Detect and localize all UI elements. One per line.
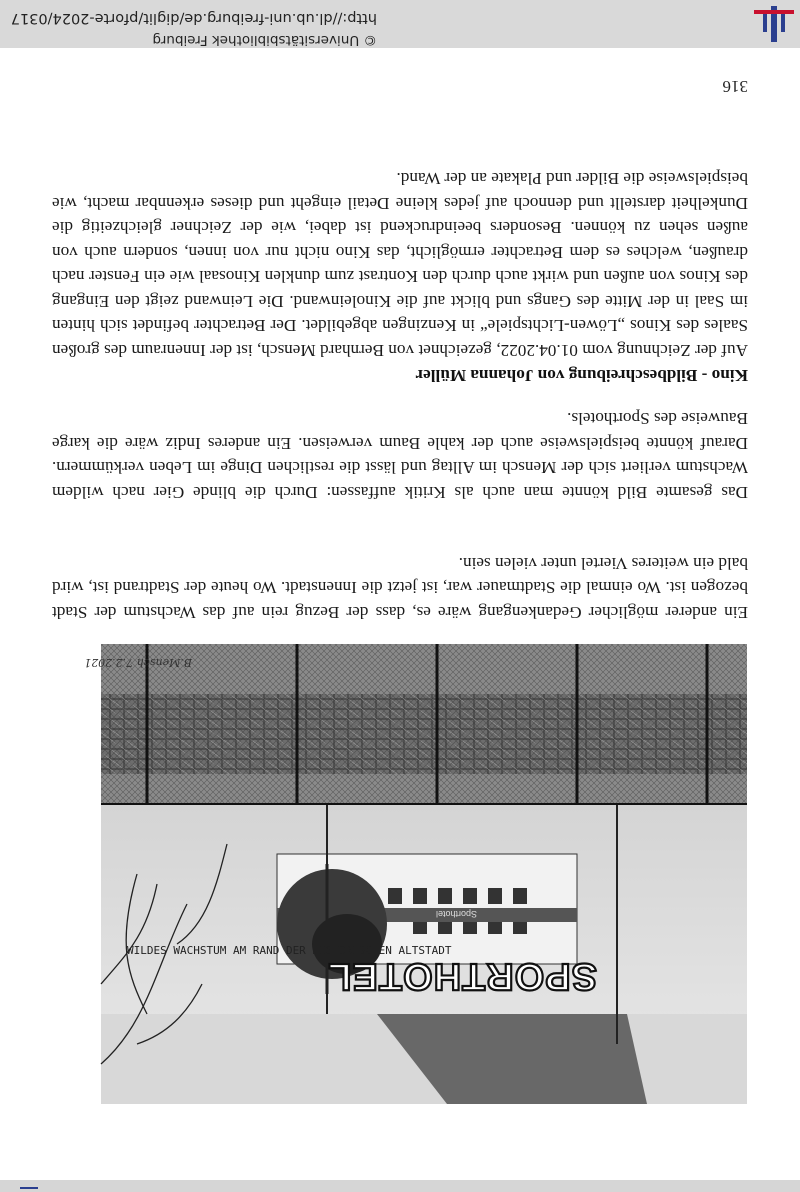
page-top-strip — [0, 1180, 800, 1192]
handwritten-note: WILDES WACHSTUM AM RAND DER HISTORISCHEN ALTSTADT — [127, 944, 452, 957]
sporthotel-drawing — [84, 644, 747, 1104]
artist-signature: B.Mensch 7.2.2021 — [84, 656, 192, 669]
scan-marks — [20, 1184, 38, 1189]
paragraph-kino-description: Auf der Zeichnung vom 01.04.2022, gezeichnet von Bernhard Mensch, ist der Innenraum des großen Saales des Kinos „Löwen-Lichtspiele“ in Kenzingen abgebildet. Der Betrachter befindet sich hinten im Saal in der Mitte des Gangs und blickt auf die Kinoleinwand. Die Leinwand zeigt den Eingang des Kinos von außen und wirkt auch durch den Kontrast zum dunklen Kinosaal wie ein Fenster nach draußen, welches es dem Betrachter ermöglicht, das Kino nicht nur von innen, sondern auch von außen sehen zu können. Besonders beeindruckend ist dabei, wie der Zeichner gleichzeitig die Dunkelheit darstellt und dennoch auf jedes kleine Detail eingeht und dieses erkennbar macht, wie beispielsweise die Bilder und Plakate an der Wand. — [52, 169, 748, 360]
paragraph-growth: Ein anderer möglicher Gedankengang wäre es, dass der Bezug rein auf das Wachstum der Stadt bezogen ist. Wo einmal die Stadtmauer war, ist jetzt die Innenstadt. Wo heute der Stadtrand ist, wird bald ein weiteres Viertel unter vielen sein. — [52, 554, 748, 622]
section-heading: Kino - Bildbeschreibung von Johanna Müller — [415, 366, 748, 385]
university-library-logo-icon — [754, 6, 794, 42]
copyright-notice: © Universitätsbibliothek Freiburg — [152, 32, 377, 48]
page-number: 316 — [722, 77, 748, 96]
sporthotel-facade-lettering: Sporthotel — [435, 909, 477, 919]
paragraph-critique: Das gesamte Bild könnte man auch als Kritik auffassen: Durch die blinde Gier nach wildem Wachstum verliert sich der Mensch im Alltag und lässt die restlichen Dinge im Leben verkümmern. Darauf könnte beispielsweise auch der kahle Baum verweisen. Ein anderes Indiz wäre die karge Bauweise des Sporthotels. — [52, 409, 748, 502]
permalink-url[interactable]: http://dl.ub.uni-freiburg.de/diglit/pforte-2024/0317 — [10, 10, 377, 26]
library-footer — [0, 0, 800, 48]
sporthotel-sign: SPORTHOTEL — [327, 955, 597, 997]
